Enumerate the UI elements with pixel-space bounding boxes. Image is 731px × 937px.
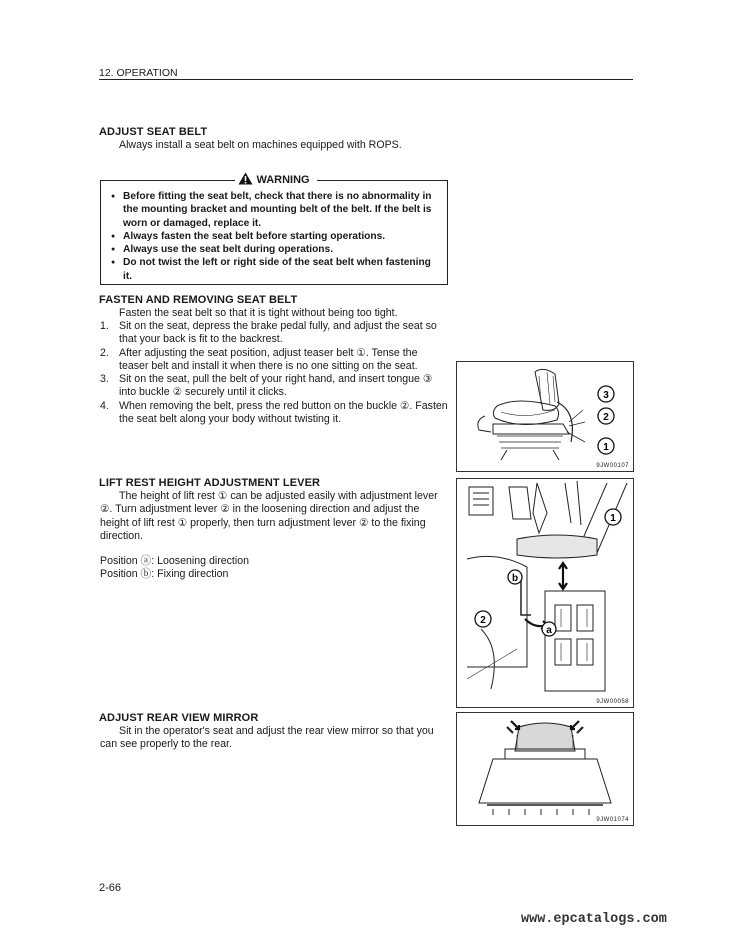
step-number: 4. xyxy=(100,399,109,412)
fasten-intro: Fasten the seat belt so that it is tight without being too tight. xyxy=(119,307,398,319)
warning-box xyxy=(100,174,448,285)
callout-3-label: 3 xyxy=(603,390,609,401)
lift-rest-position-a: Position ⓐ: Loosening direction xyxy=(100,555,249,567)
figure-code: 9JW00107 xyxy=(596,463,629,469)
seat-belt-title: ADJUST SEAT BELT xyxy=(99,126,208,138)
warning-title xyxy=(101,172,447,186)
step-text: When removing the belt, press the red button on the buckle ②. Fasten the seat belt along your body without twisting it. xyxy=(119,399,448,426)
watermark-link[interactable]: www.epcatalogs.com xyxy=(521,912,667,927)
mirror-figure xyxy=(456,712,634,826)
step-number: 3. xyxy=(100,373,109,386)
callout-2-label: 2 xyxy=(603,412,609,423)
lift-rest-figure xyxy=(456,478,634,708)
figure-code: 9JW00058 xyxy=(596,699,629,705)
step-number: 2. xyxy=(100,346,109,359)
seat-illustration xyxy=(457,362,633,471)
callout-b-label: b xyxy=(511,573,519,584)
warning-item: ● Do not twist the left or right side of the seat belt when fastening it. xyxy=(111,256,441,283)
callout-a-label: a xyxy=(546,625,552,636)
step-text: Sit on the seat, depress the brake pedal fully, and adjust the seat so that your back is fit to the backrest. xyxy=(119,320,437,346)
warning-item: ● Always use the seat belt during operations. xyxy=(111,243,441,256)
dozer-illustration xyxy=(457,713,633,825)
callout-1-label: 1 xyxy=(603,442,609,453)
lever-illustration xyxy=(457,479,633,707)
seat-belt-intro: Always install a seat belt on machines equipped with ROPS. xyxy=(119,139,402,151)
step-number: 1. xyxy=(100,320,109,332)
page-number: 2-66 xyxy=(99,882,122,894)
section-header: 12. OPERATION xyxy=(99,67,178,79)
warning-list xyxy=(111,190,441,283)
warning-item: ● Before fitting the seat belt, check that there is no abnormality in the mounting bracket and mounting belt of the belt. If the belt is worn or damaged, replace it. xyxy=(111,190,441,230)
step-item xyxy=(100,347,448,374)
callout-2-label: 2 xyxy=(480,615,486,626)
callout-1-label: 1 xyxy=(610,513,616,524)
step-text: Sit on the seat, pull the belt of your right hand, and insert tongue ③ into buckle ② securely until it clicks. xyxy=(119,373,433,399)
header-rule xyxy=(99,79,633,80)
fasten-steps xyxy=(100,320,448,426)
step-text: After adjusting the seat position, adjust teaser belt ①. Tense the teaser belt and install it when there is no one sitting on the seat. xyxy=(119,346,418,372)
warning-label: WARNING xyxy=(256,174,310,186)
figure-code: 9JW01074 xyxy=(596,817,629,823)
seat-belt-figure xyxy=(456,361,634,472)
warning-triangle-icon xyxy=(238,172,253,185)
fasten-title: FASTEN AND REMOVING SEAT BELT xyxy=(99,294,298,306)
warning-item: ● Always fasten the seat belt before starting operations. xyxy=(111,230,441,243)
lift-rest-position-b: Position ⓑ: Fixing direction xyxy=(100,568,229,580)
step-item xyxy=(100,373,448,400)
step-item xyxy=(100,400,448,427)
lift-rest-title: LIFT REST HEIGHT ADJUSTMENT LEVER xyxy=(99,477,321,489)
lift-rest-text: The height of lift rest ① can be adjusted easily with adjustment lever ②. Turn adjustment lever ② in the loosening direction and adjust the height of lift rest ① properly, then turn adjustment lever ② to the fixing direction. xyxy=(100,490,438,542)
step-item xyxy=(100,320,448,347)
mirror-text: Sit in the operator's seat and adjust the rear view mirror so that you can see properly to the rear. xyxy=(100,725,434,751)
mirror-title: ADJUST REAR VIEW MIRROR xyxy=(99,712,259,724)
